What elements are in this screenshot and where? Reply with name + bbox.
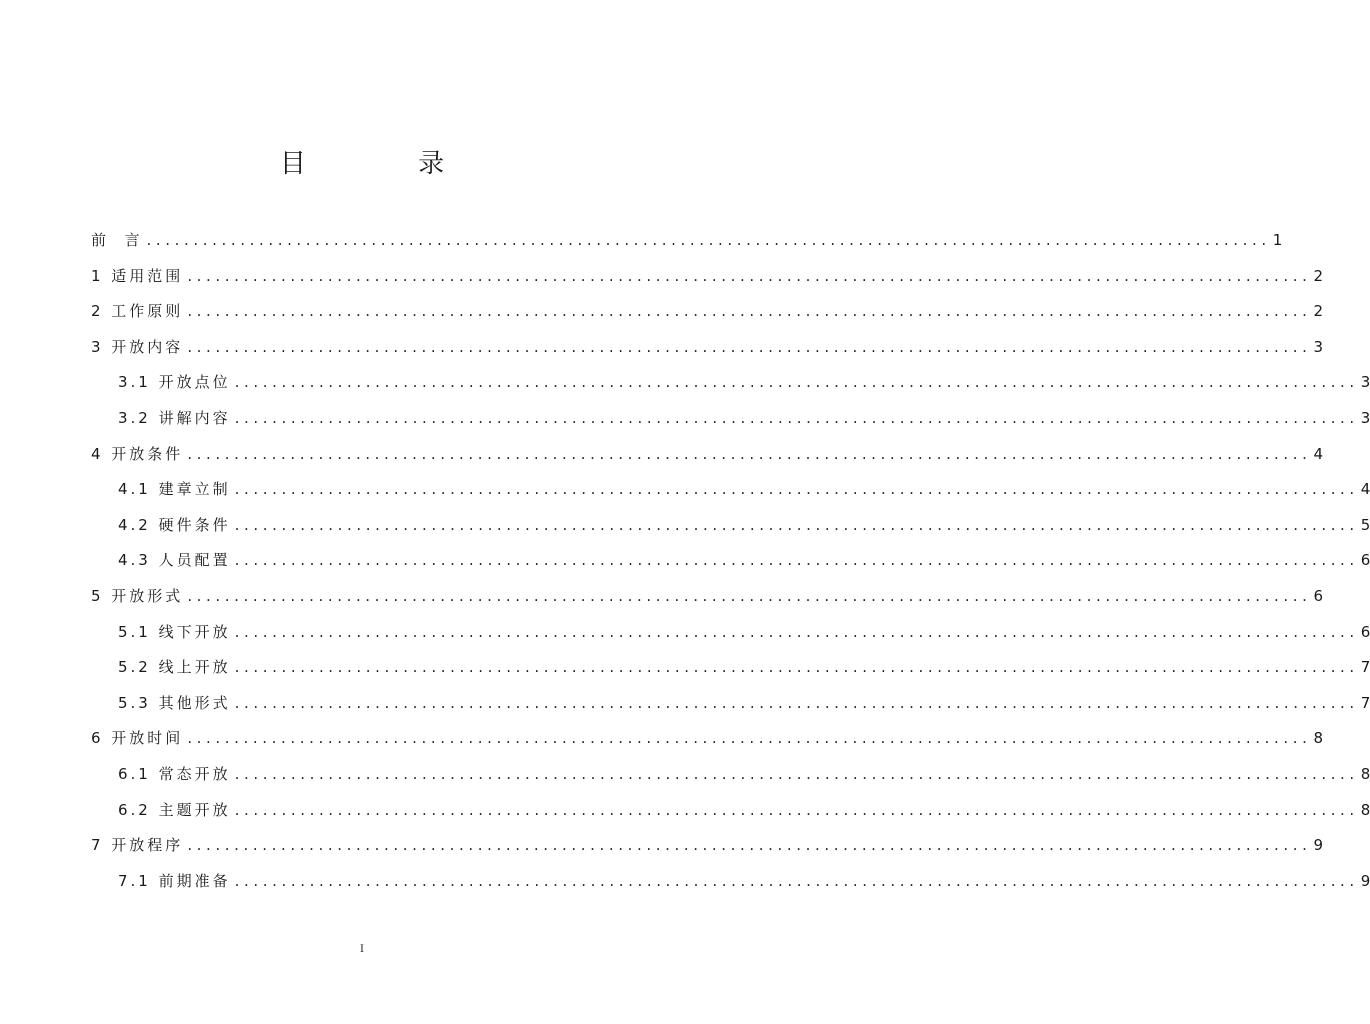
toc-entry-page-number: 9 [1360, 871, 1370, 890]
toc-entry[interactable] [91, 297, 1324, 321]
toc-entry[interactable] [91, 582, 1324, 606]
toc-entry-page-number: 8 [1360, 800, 1370, 819]
toc-entry[interactable] [118, 618, 1370, 642]
toc-entry-label: 7 开放程序 [91, 836, 184, 855]
toc-entry-page-number: 1 [1272, 231, 1283, 249]
toc-leader-dots: ........................................................................................................................ [234, 551, 1359, 570]
toc-entry-page-number: 6 [1313, 587, 1324, 605]
toc-leader-dots: ........................................................................................................................ [234, 515, 1359, 534]
toc-entry-page-number: 8 [1360, 765, 1370, 783]
toc-entry-label: 4.1 建章立制 [118, 480, 231, 499]
toc-leader-dots: ........................................................................................................................ [146, 231, 1271, 249]
toc-entry-label: 4.3 人员配置 [118, 551, 231, 570]
toc-entry-label: 2 工作原则 [91, 302, 184, 321]
toc-entry[interactable] [91, 440, 1324, 464]
toc-entry-page-number: 6 [1360, 622, 1370, 641]
toc-leader-dots: ........................................................................................................................ [234, 765, 1359, 783]
toc-entry[interactable] [91, 226, 1283, 250]
toc-leader-dots: ........................................................................................................................ [187, 587, 1312, 605]
toc-leader-dots: ........................................................................................................................ [234, 373, 1359, 392]
toc-entry-label: 5.1 线下开放 [118, 622, 231, 641]
toc-entry-page-number: 5 [1360, 515, 1370, 534]
toc-entry-page-number: 7 [1360, 658, 1370, 677]
toc-leader-dots: ........................................................................................................................ [187, 729, 1312, 748]
toc-entry[interactable] [91, 333, 1324, 357]
toc-entry-label: 3 开放内容 [91, 337, 184, 356]
toc-entry-label: 4 开放条件 [91, 444, 184, 463]
toc-entry-page-number: 2 [1313, 266, 1324, 285]
toc-leader-dots: ........................................................................................................................ [234, 409, 1359, 427]
toc-leader-dots: ........................................................................................................................ [234, 871, 1359, 890]
page-title: 目 录 [279, 149, 497, 179]
toc-entry[interactable] [118, 368, 1370, 392]
toc-leader-dots: ........................................................................................................................ [234, 693, 1359, 712]
toc-entry-label: 6 开放时间 [91, 729, 184, 748]
toc-entry-page-number: 7 [1360, 693, 1370, 712]
toc-entry[interactable] [118, 689, 1370, 713]
toc-entry-label: 4.2 硬件条件 [118, 515, 231, 534]
toc-entry[interactable] [91, 262, 1324, 286]
toc-entry-page-number: 9 [1313, 836, 1324, 855]
toc-entry-page-number: 4 [1313, 444, 1324, 463]
toc-entry-page-number: 8 [1313, 729, 1324, 748]
toc-entry-label: 前 言 [91, 231, 143, 249]
toc-leader-dots: ........................................................................................................................ [187, 302, 1312, 321]
footer-page-number: I [360, 944, 364, 955]
toc-leader-dots: ........................................................................................................................ [187, 444, 1312, 463]
toc-entry-page-number: 4 [1360, 480, 1370, 499]
toc-entry[interactable] [118, 653, 1370, 677]
toc-leader-dots: ........................................................................................................................ [187, 266, 1312, 285]
toc-leader-dots: ........................................................................................................................ [187, 836, 1312, 855]
toc-entry[interactable] [118, 511, 1370, 535]
toc-entry-label: 6.1 常态开放 [118, 765, 231, 783]
toc-entry[interactable] [118, 867, 1370, 891]
toc-entry[interactable] [118, 546, 1370, 570]
toc-entry-label: 5.2 线上开放 [118, 658, 231, 677]
toc-entry[interactable] [118, 404, 1370, 428]
toc-leader-dots: ........................................................................................................................ [234, 480, 1359, 499]
toc-entry-page-number: 2 [1313, 302, 1324, 321]
toc-leader-dots: ........................................................................................................................ [234, 622, 1359, 641]
toc-entry-page-number: 6 [1360, 551, 1370, 570]
toc-leader-dots: ........................................................................................................................ [234, 658, 1359, 677]
toc-entry-label: 6.2 主题开放 [118, 800, 231, 819]
toc-entry[interactable] [118, 475, 1370, 499]
toc-entry-page-number: 3 [1313, 337, 1324, 356]
toc-entry-label: 5 开放形式 [91, 587, 184, 605]
toc-entry-label: 3.2 讲解内容 [118, 409, 231, 427]
toc-entry-label: 3.1 开放点位 [118, 373, 231, 392]
toc-entry[interactable] [91, 724, 1324, 748]
toc-entry-label: 1 适用范围 [91, 266, 184, 285]
toc-entry[interactable] [118, 796, 1370, 820]
toc-leader-dots: ........................................................................................................................ [234, 800, 1359, 819]
toc-entry-page-number: 3 [1360, 409, 1370, 427]
toc-entry-label: 7.1 前期准备 [118, 871, 231, 890]
toc-entry-label: 5.3 其他形式 [118, 693, 231, 712]
toc-entry[interactable] [91, 831, 1324, 855]
toc-entry-page-number: 3 [1360, 373, 1370, 392]
toc-leader-dots: ........................................................................................................................ [187, 337, 1312, 356]
toc-entry[interactable] [118, 760, 1370, 784]
